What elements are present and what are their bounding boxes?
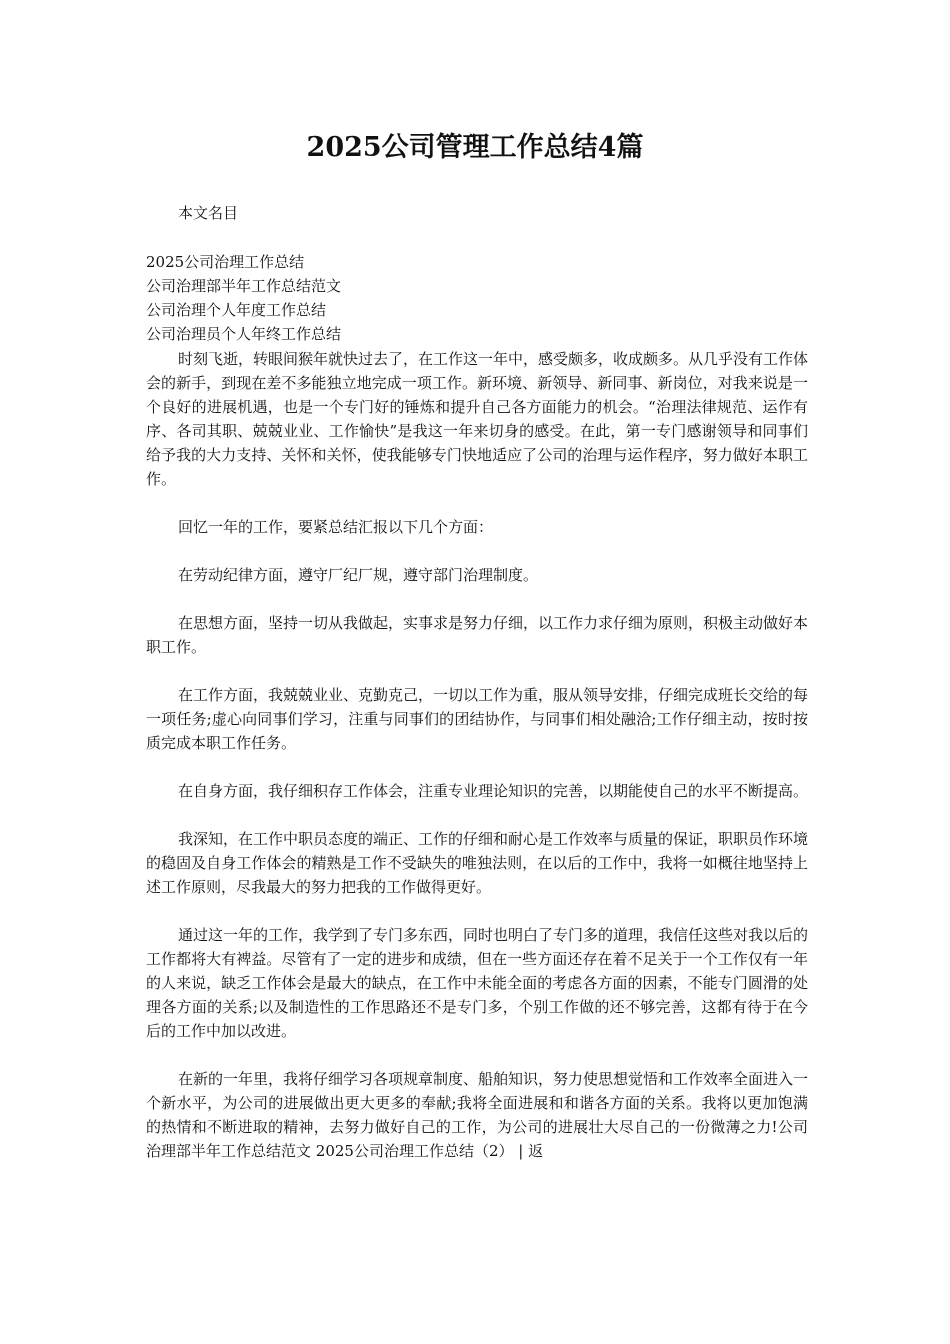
toc-item[interactable]: 公司治理个人年度工作总结 — [146, 301, 327, 319]
document-body — [146, 347, 808, 1163]
toc-item[interactable]: 2025公司治理工作总结 — [146, 253, 305, 271]
paragraph-attitude: 我深知，在工作中职员态度的端正、工作的仔细和耐心是工作效率与质量的保证，职职员作环境的稳固及自身工作体会的精熟是工作不受缺失的唯独法则，在以后的工作中，我将一如概往地坚持上述工作原则，尽我最大的努力把我的工作做得更好。 — [146, 830, 809, 896]
paragraph-thought: 在思想方面，坚持一切从我做起，实事求是努力仔细，以工作力求仔细为原则，积极主动做好本职工作。 — [146, 614, 809, 656]
toc-item[interactable]: 公司治理员个人年终工作总结 — [146, 325, 342, 343]
paragraph-review: 回忆一年的工作，要紧总结汇报以下几个方面： — [178, 518, 494, 536]
paragraph-new-year: 在新的一年里，我将仔细学习各项规章制度、船舶知识，努力使思想觉悟和工作效率全面进入一个新水平，为公司的进展做出更大更多的奉献;我将全面进展和和谐各方面的关系。我将以更加饱满的热情和不断进取的精神，去努力做好自己的工作，为公司的进展壮大尽自己的一份微薄之力!公司治理部半年工作总结范文 2025公司治理工作总结（2） | 返 — [146, 1070, 809, 1160]
paragraph-intro: 时刻飞逝，转眼间猴年就快过去了，在工作这一年中，感受颇多，收成颇多。从几乎没有工作体会的新手，到现在差不多能独立地完成一项工作。新环境、新领导、新同事、新岗位，对我来说是一个良好的进展机遇，也是一个专门好的锤炼和提升自己各方面能力的机会。“治理法律规范、运作有序、各司其职、兢兢业业、工作愉快”是我这一年来切身的感受。在此，第一专门感谢领导和同事们给予我的大力支持、关怀和关怀，使我能够专门快地适应了公司的治理与运作程序，努力做好本职工作。 — [146, 350, 809, 488]
toc-item[interactable]: 公司治理部半年工作总结范文 — [146, 277, 342, 295]
document-title: 2025公司管理工作总结4篇 — [306, 132, 644, 163]
toc-heading: 本文名目 — [178, 204, 239, 222]
paragraph-work: 在工作方面，我兢兢业业、克勤克己，一切以工作为重，服从领导安排，仔细完成班长交给的每一项任务;虚心向同事们学习，注重与同事们的团结协作，与同事们相处融洽;工作仔细主动，按时按质完成本职工作任务。 — [146, 686, 809, 752]
paragraph-self: 在自身方面，我仔细积存工作体会，注重专业理论知识的完善，以期能使自己的水平不断提高。 — [178, 782, 809, 800]
table-of-contents — [146, 250, 826, 346]
paragraph-discipline: 在劳动纪律方面，遵守厂纪厂规，遵守部门治理制度。 — [178, 566, 539, 584]
paragraph-lessons: 通过这一年的工作，我学到了专门多东西，同时也明白了专门多的道理，我信任这些对我以后的工作都将大有裨益。尽管有了一定的进步和成绩，但在一些方面还存在着不足关于一个工作仅有一年的人来说，缺乏工作体会是最大的缺点，在工作中未能全面的考虑各方面的因素，不能专门圆滑的处理各方面的关系;以及制造性的工作思路还不是专门多，个别工作做的还不够完善，这都有待于在今后的工作中加以改进。 — [146, 926, 809, 1040]
